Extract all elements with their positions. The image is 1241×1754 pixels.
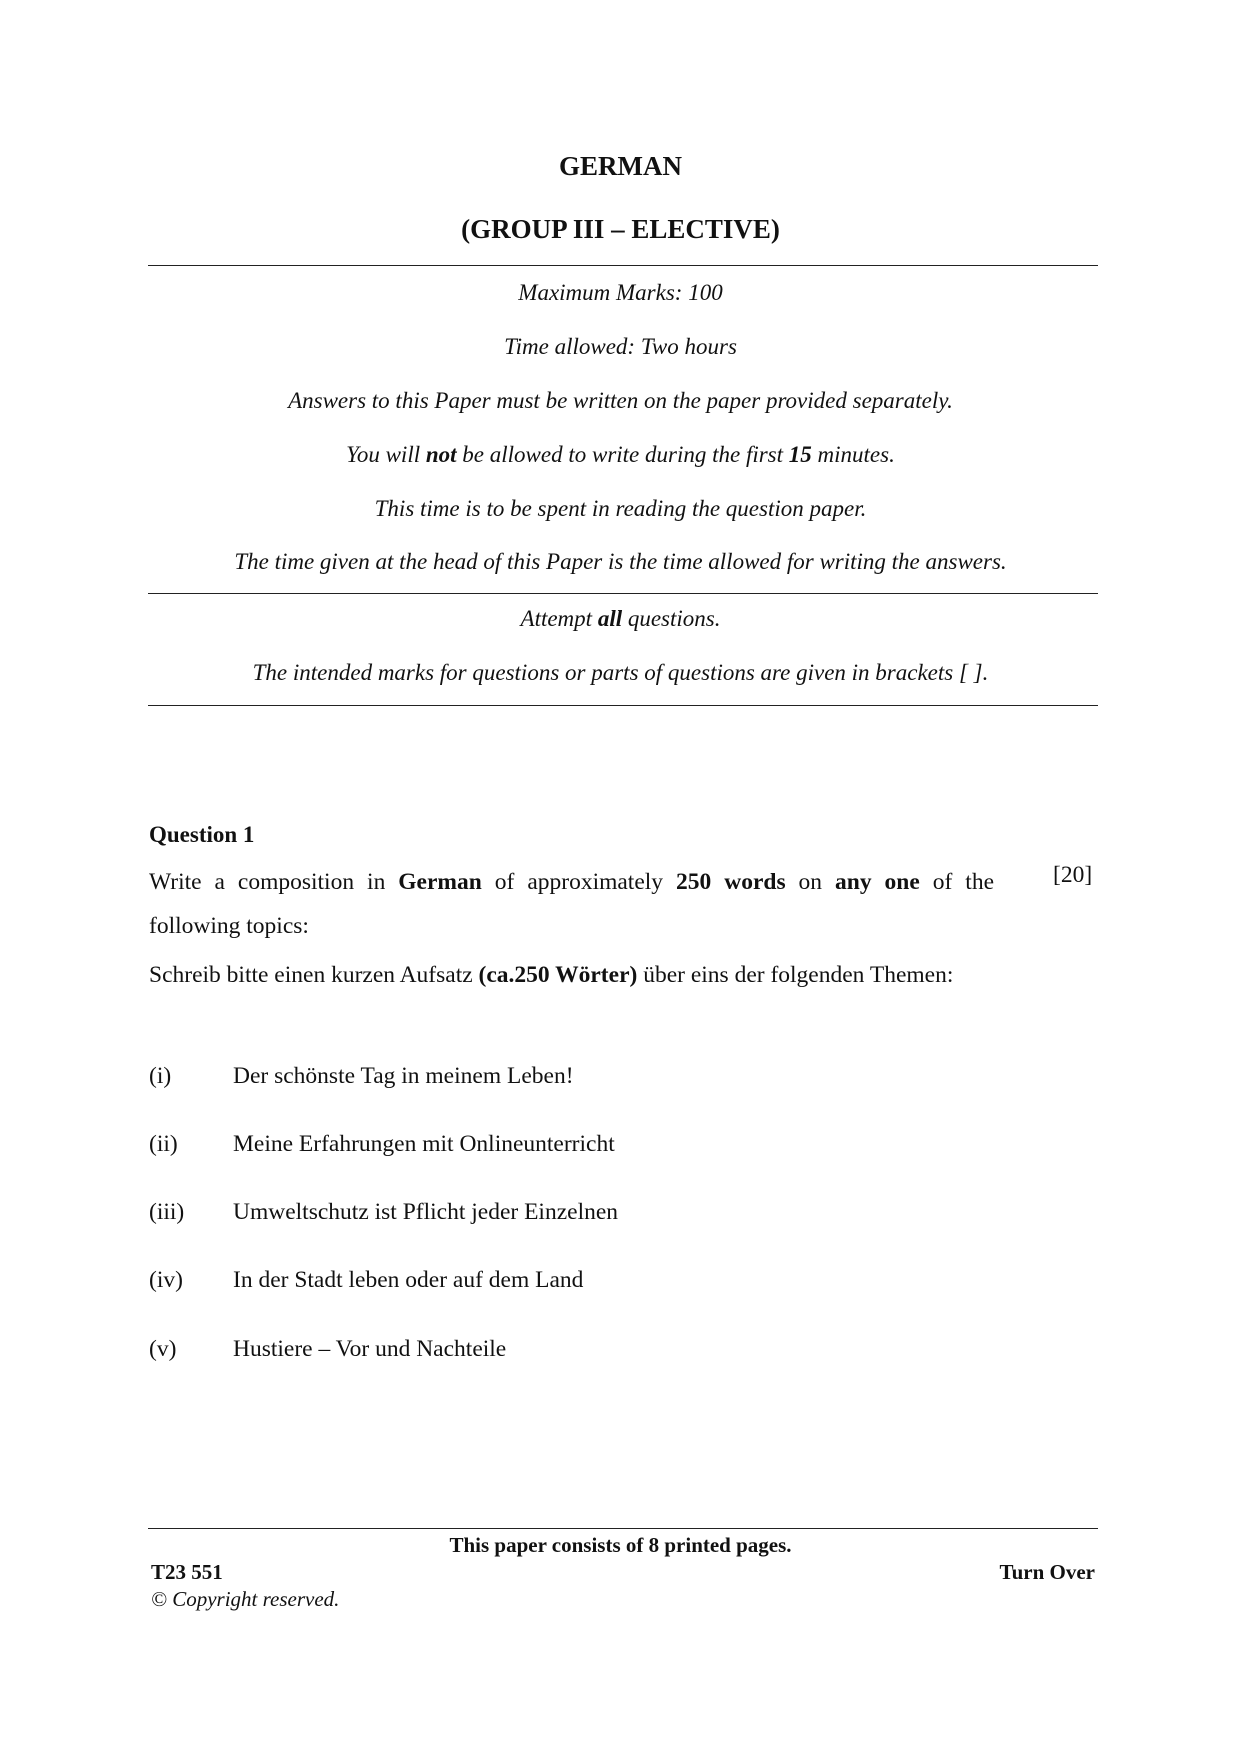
topic-text: Der schönste Tag in meinem Leben! — [233, 1063, 574, 1089]
divider — [148, 593, 1098, 594]
topic-text: Hustiere – Vor und Nachteile — [233, 1336, 507, 1362]
question-marks: [20] — [1053, 862, 1093, 888]
topic-text: In der Stadt leben oder auf dem Land — [233, 1267, 584, 1293]
topic-text: Umweltschutz ist Pflicht jeder Einzelnen — [233, 1199, 619, 1225]
emphasis: any one — [835, 869, 920, 895]
paper-group: (GROUP III – ELECTIVE) — [461, 214, 780, 244]
time-given-note: The time given at the head of this Paper is the time allowed for writing the answers. — [234, 549, 1007, 574]
emphasis: (ca.250 Wörter) — [478, 962, 638, 988]
topic-number: (iv) — [149, 1267, 183, 1293]
question-heading: Question 1 — [149, 822, 255, 847]
question-instruction-english — [149, 860, 994, 948]
text-segment: You will — [346, 442, 426, 467]
answers-instruction: Answers to this Paper must be written on the paper provided separately. — [288, 388, 953, 413]
reading-time-note: This time is to be spent in reading the question paper. — [374, 496, 867, 521]
topic-number: (v) — [149, 1336, 177, 1362]
topic-number: (ii) — [149, 1131, 178, 1157]
text-segment: be allowed to write during the first — [456, 442, 789, 467]
question-instruction-german — [149, 953, 994, 997]
emphasis: all — [597, 606, 623, 631]
text-segment: Attempt — [520, 606, 598, 631]
pages-note: This paper consists of 8 printed pages. — [449, 1533, 792, 1557]
text-segment: Schreib bitte einen kurzen Aufsatz — [149, 962, 479, 988]
emphasis: not — [425, 442, 457, 467]
divider — [148, 265, 1098, 266]
emphasis: German — [398, 869, 482, 895]
turn-over-label: Turn Over — [999, 1560, 1095, 1584]
divider — [148, 705, 1098, 706]
emphasis: 15 — [788, 442, 812, 467]
text-segment: on — [785, 869, 836, 895]
topic-number: (i) — [149, 1063, 172, 1089]
paper-subject: GERMAN — [559, 151, 682, 181]
text-segment: of the following topics: — [149, 869, 994, 939]
emphasis: 250 words — [676, 869, 786, 895]
max-marks: Maximum Marks: 100 — [518, 280, 723, 305]
text-segment: über eins der folgenden Themen: — [637, 962, 954, 988]
text-segment: questions. — [622, 606, 721, 631]
time-allowed: Time allowed: Two hours — [504, 334, 737, 359]
topic-text: Meine Erfahrungen mit Onlineunterricht — [233, 1131, 615, 1157]
paper-code: T23 551 — [151, 1560, 223, 1584]
attempt-instruction — [0, 606, 1241, 632]
copyright-note: © Copyright reserved. — [151, 1587, 340, 1611]
intended-marks-note: The intended marks for questions or parts of questions are given in brackets [ ]. — [252, 660, 989, 685]
footer-divider — [148, 1528, 1098, 1529]
text-segment: of approximately — [481, 869, 677, 895]
text-segment: minutes. — [811, 442, 895, 467]
text-segment: Write a composition in — [149, 869, 399, 895]
topic-number: (iii) — [149, 1199, 185, 1225]
reading-time-rule — [0, 442, 1241, 468]
